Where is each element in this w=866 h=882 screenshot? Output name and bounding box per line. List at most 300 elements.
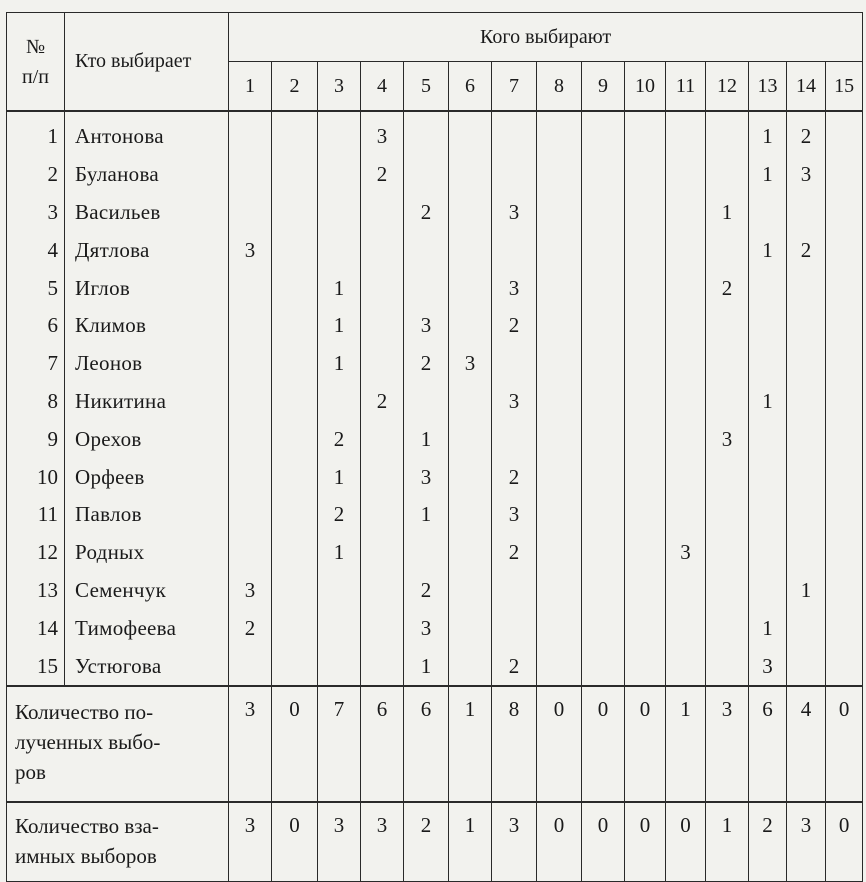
choice-cell [749, 420, 787, 458]
choice-cell: 3 [361, 111, 404, 156]
choice-cell [625, 458, 666, 496]
mutual-count-cell: 0 [582, 802, 625, 882]
choice-cell [706, 345, 749, 383]
choice-cell: 1 [706, 194, 749, 232]
column-number-2: 2 [272, 62, 318, 112]
choice-cell [404, 231, 449, 269]
received-count-cell: 6 [749, 686, 787, 802]
mutual-choices-label [7, 802, 229, 882]
received-count-cell: 0 [537, 686, 582, 802]
table-row [7, 458, 863, 496]
choice-cell [625, 496, 666, 534]
column-number-7: 7 [492, 62, 537, 112]
choice-cell [449, 420, 492, 458]
row-number: 9 [7, 420, 65, 458]
row-number: 6 [7, 307, 65, 345]
choice-cell [787, 496, 826, 534]
choice-cell [787, 534, 826, 572]
column-number-12: 12 [706, 62, 749, 112]
received-count-cell: 1 [666, 686, 706, 802]
choice-cell [582, 572, 625, 610]
choice-cell [582, 231, 625, 269]
choice-cell [666, 345, 706, 383]
choice-cell [361, 534, 404, 572]
choice-cell [449, 111, 492, 156]
choice-cell: 1 [749, 383, 787, 421]
choice-cell [706, 307, 749, 345]
mutual-count-cell: 1 [706, 802, 749, 882]
column-number-15: 15 [826, 62, 863, 112]
choice-cell [826, 307, 863, 345]
choice-cell: 1 [318, 269, 361, 307]
choice-cell [537, 231, 582, 269]
choice-cell: 3 [492, 194, 537, 232]
choice-cell [361, 420, 404, 458]
choice-cell [449, 269, 492, 307]
choice-cell [582, 647, 625, 686]
table-row [7, 307, 863, 345]
mutual-count-cell: 0 [537, 802, 582, 882]
choice-cell [229, 420, 272, 458]
received-count-cell: 0 [625, 686, 666, 802]
choice-cell [404, 111, 449, 156]
student-name: Климов [65, 307, 229, 345]
row-number: 4 [7, 231, 65, 269]
choice-cell [625, 534, 666, 572]
choice-cell [449, 496, 492, 534]
choice-cell [666, 269, 706, 307]
choice-cell [492, 609, 537, 647]
choice-cell [361, 345, 404, 383]
choice-cell [272, 156, 318, 194]
choice-cell: 3 [449, 345, 492, 383]
received-label-line3: ров [15, 759, 46, 784]
column-number-11: 11 [666, 62, 706, 112]
choice-cell [582, 111, 625, 156]
choice-cell [749, 458, 787, 496]
choice-cell: 3 [404, 609, 449, 647]
choice-cell [625, 194, 666, 232]
choice-cell [229, 194, 272, 232]
choice-cell [318, 609, 361, 647]
choice-cell [826, 156, 863, 194]
choice-cell [449, 534, 492, 572]
choice-cell: 1 [318, 307, 361, 345]
choice-cell [492, 420, 537, 458]
received-count-cell: 3 [706, 686, 749, 802]
student-name: Иглов [65, 269, 229, 307]
table-row [7, 534, 863, 572]
choice-cell [537, 345, 582, 383]
choice-cell [537, 269, 582, 307]
choice-cell [787, 194, 826, 232]
choice-cell: 3 [404, 307, 449, 345]
choice-cell: 2 [229, 609, 272, 647]
choice-cell: 2 [318, 496, 361, 534]
choice-cell [229, 383, 272, 421]
choice-cell: 2 [361, 383, 404, 421]
choice-cell [706, 534, 749, 572]
choice-cell [625, 156, 666, 194]
choice-cell [787, 307, 826, 345]
choice-cell [272, 534, 318, 572]
column-number-13: 13 [749, 62, 787, 112]
table-row [7, 194, 863, 232]
mutual-label-line1: Количество вза- [15, 813, 159, 838]
choice-cell [272, 194, 318, 232]
choice-cell: 2 [787, 231, 826, 269]
choice-cell [706, 609, 749, 647]
choice-cell: 2 [706, 269, 749, 307]
column-number-9: 9 [582, 62, 625, 112]
choice-cell [749, 194, 787, 232]
table-row [7, 111, 863, 156]
choice-cell [582, 269, 625, 307]
mutual-count-cell: 3 [229, 802, 272, 882]
choice-cell [787, 609, 826, 647]
choice-cell [826, 534, 863, 572]
choice-cell [666, 194, 706, 232]
choice-cell [492, 156, 537, 194]
choice-cell [749, 269, 787, 307]
choice-cell [318, 383, 361, 421]
choice-cell [229, 345, 272, 383]
choice-cell [404, 269, 449, 307]
row-number: 2 [7, 156, 65, 194]
choice-cell [229, 307, 272, 345]
choice-cell [229, 534, 272, 572]
choice-cell [361, 458, 404, 496]
choice-cell [404, 156, 449, 194]
choice-cell: 2 [404, 572, 449, 610]
student-name: Никитина [65, 383, 229, 421]
choice-cell: 3 [787, 156, 826, 194]
choice-cell [582, 194, 625, 232]
choice-cell [318, 156, 361, 194]
choice-cell [625, 647, 666, 686]
choice-cell [449, 307, 492, 345]
choice-cell [449, 194, 492, 232]
choice-cell: 2 [492, 534, 537, 572]
choice-cell: 1 [749, 231, 787, 269]
row-number: 11 [7, 496, 65, 534]
row-number: 12 [7, 534, 65, 572]
choice-cell [229, 111, 272, 156]
choice-cell: 1 [318, 458, 361, 496]
choice-cell [706, 231, 749, 269]
row-number: 3 [7, 194, 65, 232]
table-row [7, 609, 863, 647]
choice-cell [666, 609, 706, 647]
mutual-count-cell: 0 [666, 802, 706, 882]
table-row [7, 269, 863, 307]
choice-cell [318, 231, 361, 269]
choice-cell [361, 269, 404, 307]
student-name: Родных [65, 534, 229, 572]
column-number-3: 3 [318, 62, 361, 112]
choice-cell [272, 458, 318, 496]
choice-cell [229, 458, 272, 496]
choice-cell [318, 572, 361, 610]
mutual-count-cell: 2 [404, 802, 449, 882]
received-label-line2: лученных выбо- [15, 729, 161, 754]
choice-cell [666, 496, 706, 534]
column-number-1: 1 [229, 62, 272, 112]
choice-cell [537, 572, 582, 610]
choice-cell [582, 420, 625, 458]
choice-cell [537, 420, 582, 458]
header-number-line1: № [25, 35, 46, 58]
student-name: Семенчук [65, 572, 229, 610]
choice-cell: 2 [492, 647, 537, 686]
choice-cell [537, 111, 582, 156]
choice-cell [404, 383, 449, 421]
received-count-cell: 0 [826, 686, 863, 802]
choice-cell [272, 420, 318, 458]
mutual-count-cell: 0 [272, 802, 318, 882]
received-count-cell: 3 [229, 686, 272, 802]
header-chosen: Кого выбирают [229, 13, 863, 62]
choice-cell [582, 609, 625, 647]
choice-cell: 3 [749, 647, 787, 686]
choice-cell [272, 647, 318, 686]
choice-cell [582, 496, 625, 534]
choice-cell: 2 [318, 420, 361, 458]
choice-cell [826, 269, 863, 307]
choice-cell [272, 383, 318, 421]
choice-cell [537, 383, 582, 421]
row-number: 1 [7, 111, 65, 156]
choice-cell [625, 609, 666, 647]
choice-cell [537, 496, 582, 534]
header-chooser: Кто выбирает [65, 13, 229, 112]
column-number-4: 4 [361, 62, 404, 112]
row-number: 13 [7, 572, 65, 610]
choice-cell [666, 383, 706, 421]
sociomatrix-table [6, 12, 863, 882]
row-number: 15 [7, 647, 65, 686]
received-count-cell: 0 [272, 686, 318, 802]
choice-cell [666, 231, 706, 269]
choice-cell: 1 [318, 345, 361, 383]
choice-cell [449, 609, 492, 647]
mutual-count-cell: 0 [826, 802, 863, 882]
choice-cell [449, 647, 492, 686]
choice-cell [625, 345, 666, 383]
choice-cell [537, 647, 582, 686]
column-number-6: 6 [449, 62, 492, 112]
mutual-count-cell: 1 [449, 802, 492, 882]
choice-cell [272, 496, 318, 534]
choice-cell [492, 231, 537, 269]
choice-cell: 2 [492, 458, 537, 496]
choice-cell [706, 496, 749, 534]
choice-cell: 3 [706, 420, 749, 458]
student-name: Буланова [65, 156, 229, 194]
table-row [7, 496, 863, 534]
received-count-cell: 0 [582, 686, 625, 802]
received-count-cell: 1 [449, 686, 492, 802]
table-row [7, 383, 863, 421]
mutual-count-cell: 3 [787, 802, 826, 882]
choice-cell [749, 534, 787, 572]
received-count-cell: 6 [361, 686, 404, 802]
choice-cell [318, 647, 361, 686]
choice-cell [492, 572, 537, 610]
choice-cell [749, 572, 787, 610]
choice-cell [749, 496, 787, 534]
student-name: Васильев [65, 194, 229, 232]
choice-cell [666, 420, 706, 458]
choice-cell [666, 647, 706, 686]
choice-cell [826, 420, 863, 458]
student-name: Устюгова [65, 647, 229, 686]
choice-cell: 3 [229, 572, 272, 610]
choice-cell: 1 [749, 609, 787, 647]
choice-cell [706, 458, 749, 496]
header-number-line2: п/п [22, 65, 49, 88]
choice-cell [361, 496, 404, 534]
choice-cell [361, 231, 404, 269]
choice-cell [787, 458, 826, 496]
choice-cell [625, 383, 666, 421]
choice-cell [787, 383, 826, 421]
received-count-cell: 8 [492, 686, 537, 802]
choice-cell [272, 111, 318, 156]
student-name: Орехов [65, 420, 229, 458]
received-choices-label [7, 686, 229, 802]
received-count-cell: 6 [404, 686, 449, 802]
header-number [7, 13, 65, 112]
choice-cell [826, 194, 863, 232]
choice-cell: 3 [229, 231, 272, 269]
choice-cell [666, 156, 706, 194]
table-row [7, 345, 863, 383]
choice-cell [666, 458, 706, 496]
choice-cell [272, 269, 318, 307]
choice-cell [537, 458, 582, 496]
choice-cell [318, 194, 361, 232]
choice-cell: 3 [492, 269, 537, 307]
choice-cell [625, 111, 666, 156]
choice-cell [787, 269, 826, 307]
choice-cell [625, 572, 666, 610]
choice-cell [826, 496, 863, 534]
choice-cell [826, 572, 863, 610]
choice-cell [537, 534, 582, 572]
choice-cell: 1 [404, 496, 449, 534]
received-count-cell: 4 [787, 686, 826, 802]
choice-cell [749, 345, 787, 383]
choice-cell [706, 572, 749, 610]
row-number: 5 [7, 269, 65, 307]
choice-cell: 2 [404, 345, 449, 383]
mutual-count-cell: 3 [361, 802, 404, 882]
row-number: 7 [7, 345, 65, 383]
choice-cell [229, 496, 272, 534]
choice-cell [582, 383, 625, 421]
student-name: Павлов [65, 496, 229, 534]
mutual-count-cell: 3 [492, 802, 537, 882]
choice-cell [449, 572, 492, 610]
choice-cell [229, 156, 272, 194]
choice-cell [272, 572, 318, 610]
choice-cell [787, 420, 826, 458]
choice-cell [537, 307, 582, 345]
row-number: 8 [7, 383, 65, 421]
choice-cell: 3 [404, 458, 449, 496]
column-number-14: 14 [787, 62, 826, 112]
choice-cell [404, 534, 449, 572]
choice-cell [272, 609, 318, 647]
choice-cell [361, 307, 404, 345]
choice-cell: 2 [492, 307, 537, 345]
choice-cell [826, 647, 863, 686]
choice-cell: 1 [318, 534, 361, 572]
row-number: 14 [7, 609, 65, 647]
choice-cell [666, 307, 706, 345]
column-number-10: 10 [625, 62, 666, 112]
choice-cell [537, 156, 582, 194]
choice-cell [625, 420, 666, 458]
choice-cell [749, 307, 787, 345]
choice-cell [582, 156, 625, 194]
mutual-label-line2: имных выборов [15, 843, 157, 868]
choice-cell [826, 458, 863, 496]
choice-cell [625, 231, 666, 269]
choice-cell [537, 194, 582, 232]
choice-cell [826, 345, 863, 383]
table-row [7, 572, 863, 610]
choice-cell [666, 111, 706, 156]
table-row [7, 647, 863, 686]
choice-cell [787, 345, 826, 383]
choice-cell: 2 [361, 156, 404, 194]
table-row [7, 156, 863, 194]
choice-cell [666, 572, 706, 610]
choice-cell [492, 345, 537, 383]
choice-cell [787, 647, 826, 686]
choice-cell [537, 609, 582, 647]
choice-cell: 1 [749, 156, 787, 194]
choice-cell [706, 111, 749, 156]
choice-cell [625, 269, 666, 307]
table-row [7, 231, 863, 269]
choice-cell: 3 [666, 534, 706, 572]
choice-cell: 2 [404, 194, 449, 232]
choice-cell [706, 156, 749, 194]
choice-cell [272, 307, 318, 345]
choice-cell [361, 647, 404, 686]
choice-cell: 1 [787, 572, 826, 610]
choice-cell [582, 534, 625, 572]
choice-cell [449, 458, 492, 496]
choice-cell [492, 111, 537, 156]
choice-cell [449, 156, 492, 194]
mutual-count-cell: 0 [625, 802, 666, 882]
choice-cell: 1 [749, 111, 787, 156]
choice-cell [229, 269, 272, 307]
choice-cell [272, 231, 318, 269]
received-count-cell: 7 [318, 686, 361, 802]
choice-cell [229, 647, 272, 686]
choice-cell: 1 [404, 647, 449, 686]
student-name: Орфеев [65, 458, 229, 496]
choice-cell: 3 [492, 496, 537, 534]
choice-cell [826, 111, 863, 156]
choice-cell [706, 383, 749, 421]
choice-cell [625, 307, 666, 345]
